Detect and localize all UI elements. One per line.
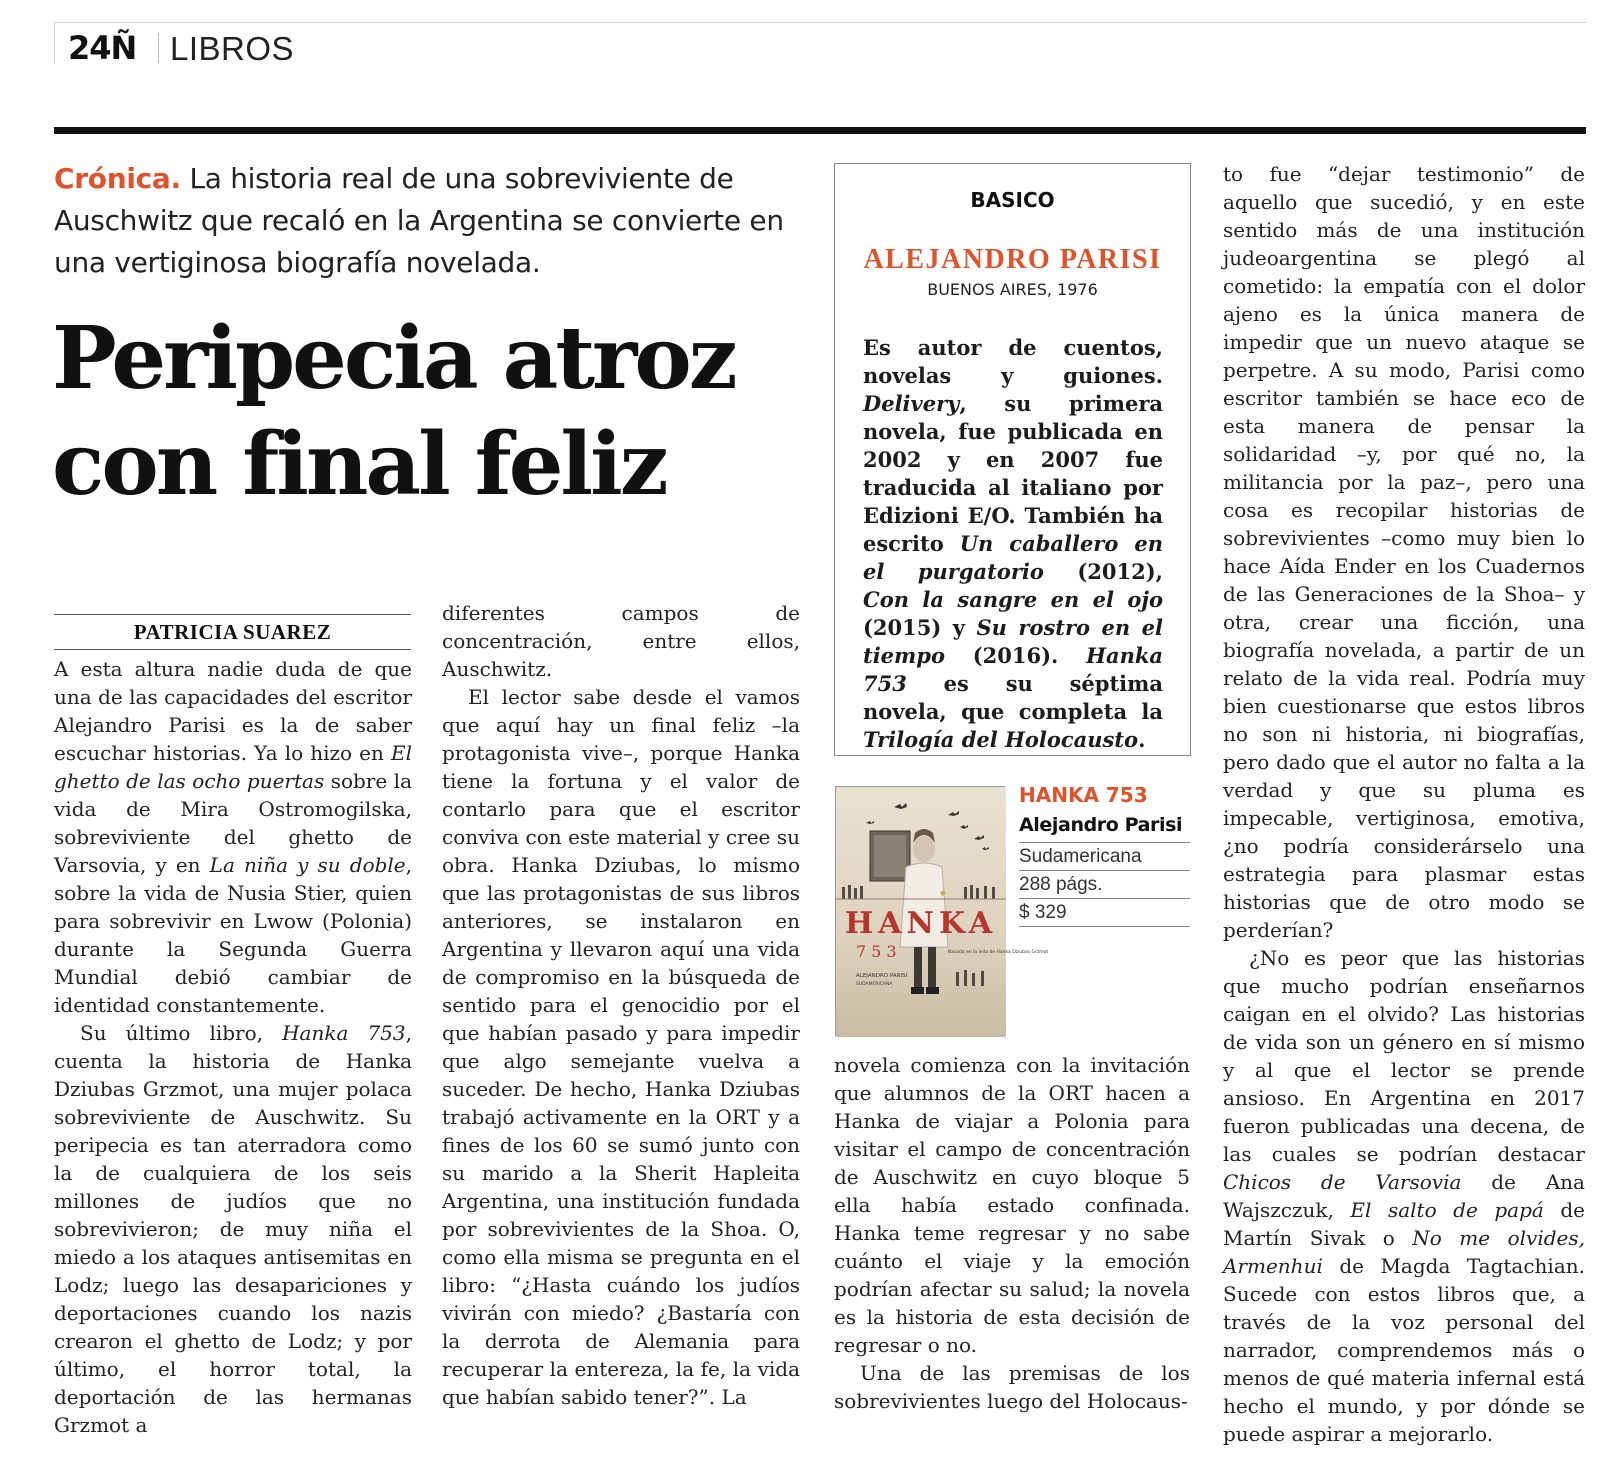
header-separator — [158, 33, 159, 63]
text-run: (2016). — [944, 643, 1087, 668]
book-title-italic: Hanka 753 — [863, 643, 1163, 696]
text-run: sobre la vida de Mira Ostromogilska, sobreviviente del ghetto de Varsovia, y en — [54, 769, 412, 877]
body-column-4 — [1223, 160, 1585, 1448]
text-run: de Martín Sivak o — [1223, 1198, 1586, 1250]
cover-number: 753 — [856, 942, 902, 961]
text-run: . — [1138, 727, 1146, 752]
text-run: , sobre la vida de Nusia Stier, quien para sobrevivir en Lwow (Polonia) durante la Segunda Guerra Mundial debió cambiar de identidad constantemente. — [54, 853, 412, 1017]
header-divider-left — [54, 23, 55, 63]
text-run: (2012), — [1043, 559, 1163, 584]
byline-box — [54, 614, 411, 650]
book-title-italic: Su rostro en el tiempo — [863, 615, 1163, 668]
book-title-italic: Hanka 753 — [282, 1021, 406, 1045]
book-title-italic: El ghetto de las ocho puertas — [54, 741, 412, 793]
author-bio-box — [834, 163, 1191, 756]
byline: PATRICIA SUAREZ — [133, 620, 332, 644]
cover-subtitle: Basada en la vida de Hanka Dziubas Grzmot — [948, 950, 1049, 955]
book-publisher: Sudamericana — [1019, 842, 1190, 871]
book-pages: 288 págs. — [1019, 871, 1190, 899]
book-title-italic: Delivery — [863, 391, 960, 416]
kicker — [54, 158, 814, 284]
body-paragraph: El lector sabe desde el vamos que aquí hay un final feliz –la protagonista vive–, porque Hanka tiene la fortuna y el valor de contarlo para que el escritor conviva con este material y cree su obra. Hanka Dziubas, lo mismo que las protagonistas de sus libros anteriores, se instalaron en Argentina y llevaron aquí una vida de compromiso en la búsqueda de sentido para el genocidio por el que habían pasado y para impedir que algo semejante vuelva a suceder. De hecho, Hanka Dziubas trabajó activamente en la ORT y a fines de los 60 se sumó junto con su marido a la Sherit Hapleita Argentina, una institución fundada por sobrevivientes de la Shoa. O, como ella misma se pregunta en el libro: “¿Hasta cuándo los judíos vivirán con miedo? ¿Bastaría con la derrota de Alemania para recuperar la entereza, la fe, la vida que habían sabido tener?”. La — [442, 685, 800, 1409]
book-title-italic: Chicos de Varsovia — [1223, 1170, 1462, 1194]
bio-place-year: BUENOS AIRES, 1976 — [927, 280, 1098, 299]
body-paragraph: diferentes campos de concentración, entre ellos, Auschwitz. — [442, 601, 800, 681]
text-run: (2015) y — [863, 615, 977, 640]
text-run: Es autor de cuentos, novelas y guiones. — [863, 335, 1163, 388]
body-column-2 — [442, 599, 800, 1411]
bio-text — [863, 334, 1163, 754]
bio-author-name: ALEJANDRO PARISI — [863, 244, 1162, 275]
book-title: HANKA 753 — [1019, 783, 1148, 807]
cover-author: ALEJANDRO PARISI — [856, 973, 908, 979]
headline-line-1: Peripecia atroz — [52, 308, 735, 409]
text-run: de Ana Wajszczuk, — [1223, 1170, 1585, 1222]
book-title-italic: Con la sangre en el ojo — [863, 587, 1163, 612]
text-run: es su séptima novela, que completa la — [863, 671, 1163, 724]
body-paragraph: novela comienza con la invitación que alumnos de la ORT hacen a Hanka de viajar a Polonia para visitar el campo de concentración de Auschwitz en cuyo bloque 5 ella había estado confinada. Hanka teme regresar y no sabe cuánto el viaje y la emoción podrían afectar su salud; la novela es la historia de esta decisión de regresar o no. — [834, 1053, 1190, 1357]
body-column-3 — [834, 1051, 1190, 1415]
body-column-1 — [54, 655, 412, 1439]
bio-tag: BASICO — [970, 188, 1055, 212]
kicker-label: Crónica. — [54, 162, 181, 195]
text-run: de Magda Tagtachian. Sucede con estos libros que, a través de la voz personal del narrador, comprendemos más o menos de qué materia infernal está hecho el mundo, y por dónde se puede aspirar a mejorarlo. — [1223, 1254, 1585, 1446]
body-paragraph: to fue “dejar testimonio” de aquello que sucedió, y en este sentido más de una institución judeoargentina se plegó al cometido: la empatía con el dolor ajeno es la única manera de impedir que un nuevo ataque se perpetre. A su modo, Parisi como escritor también se hace eco de esta manera de pensar la solidaridad –y, por qué no, la militancia por la paz–, pero una cosa es recopilar historias de sobrevivientes –como muy bien lo hace Aída Ender en los Cuadernos de las Generaciones de la Shoa– y otra, crear una ficción, una biografía novelada, a partir de un relato de la vida real. Podría muy bien cuestionarse que estos libros no son ni historia, ni biografías, pero dado que el autor no falta a la verdad y que su pluma es impecable, vertiginosa, emotiva, ¿no podría considerárselo una estrategia para plasmar estas historias que de otro modo se perderían? — [1223, 162, 1585, 942]
text-run: , cuenta la historia de Hanka Dziubas Grzmot, una mujer polaca sobreviviente de Auschwitz. Su peripecia es tan aterradora como la de cualquiera de los seis millones de judíos que no sobrevivieron; de muy niña el miedo a los ataques antisemitas en Lodz; luego las desapariciones y deportaciones cuando los nazis crearon el ghetto de Lodz; y por último, el horror total, la deportación de las hermanas Grzmot a — [54, 1021, 412, 1437]
body-paragraph: Una de las premisas de los sobrevivientes luego del Holocaus- — [834, 1361, 1190, 1413]
page-number: 24Ñ — [68, 29, 137, 67]
text-run: ¿No es peor que las historias que mucho podrían enseñarnos caigan en el olvido? Las historias de vida son un género en sí mismo y al que el lector se prende ansioso. En Argentina en 2017 fueron publicadas una decena, de las cuales se podrían destacar — [1223, 946, 1585, 1166]
cover-title: HANKA — [844, 906, 998, 941]
body-paragraph — [1223, 944, 1585, 1448]
book-title-italic: Un caballero en el purgatorio — [863, 531, 1163, 584]
body-paragraph — [54, 655, 412, 1019]
text-run: , su primera novela, fue publicada en 2002 y en 2007 fue traducida al italiano por Edizioni E/O. También ha escrito — [863, 391, 1163, 556]
book-title-italic: Trilogía del Holocausto — [863, 727, 1139, 752]
top-rule — [54, 127, 1586, 134]
headline — [52, 306, 812, 518]
book-title-italic: No me olvides, Armenhui — [1223, 1226, 1585, 1278]
kicker-text: La historia real de una sobreviviente de Auschwitz que recaló en la Argentina se convierte en una vertiginosa biografía novelada. — [54, 162, 784, 279]
text-run: A esta altura nadie duda de que una de las capacidades del escritor Alejandro Parisi es la de saber escuchar historias. Ya lo hizo en — [54, 657, 412, 765]
section-name: LIBROS — [170, 30, 295, 67]
book-title-italic: El salto de papá — [1350, 1198, 1544, 1222]
book-title-italic: La niña y su doble — [209, 853, 406, 877]
book-author: Alejandro Parisi — [1019, 814, 1183, 836]
body-paragraph — [54, 1019, 412, 1439]
book-info — [1019, 780, 1190, 927]
page-header — [54, 22, 1586, 67]
book-price: $ 329 — [1019, 899, 1190, 927]
headline-line-2: con final feliz — [52, 414, 666, 515]
cover-imprint: SUDAMERICANA — [856, 982, 893, 987]
text-run: Su último libro, — [80, 1021, 283, 1045]
